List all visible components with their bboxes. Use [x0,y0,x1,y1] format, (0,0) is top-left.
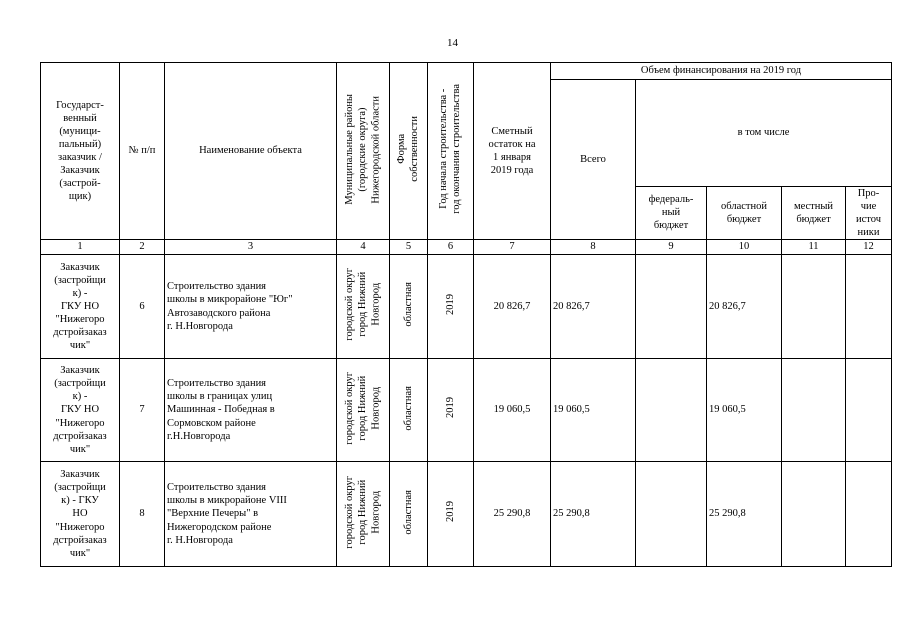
header-ownership-cell [390,63,428,240]
object-name-cell: Строительство здания школы в микрорайоне "Юг" Автозаводского района г. Н.Новгорода [165,255,337,359]
ownership-text: областная [402,282,414,327]
federal-cell [636,462,707,567]
header-regional: областной бюджет [707,186,782,240]
column-number: 3 [165,240,337,255]
estimate-cell: 25 290,8 [474,462,551,567]
column-number: 2 [120,240,165,255]
regional-cell: 20 826,7 [707,255,782,359]
ownership-text: областная [402,489,414,535]
column-number: 7 [474,240,551,255]
header-num: № п/п [120,63,165,240]
district-text: городской округ город Нижний Новгород [344,371,382,445]
row-number-cell: 6 [120,255,165,359]
column-number: 12 [846,240,892,255]
district-cell [337,255,390,359]
other-cell [846,462,892,567]
regional-cell: 19 060,5 [707,359,782,462]
total-cell: 20 826,7 [551,255,636,359]
estimate-cell: 20 826,7 [474,255,551,359]
header-federal: федераль- ный бюджет [636,186,707,240]
table-row [41,255,892,359]
local-cell [782,255,846,359]
total-cell: 25 290,8 [551,462,636,567]
table-row [41,359,892,462]
header-object-name: Наименование объекта [165,63,337,240]
total-cell: 19 060,5 [551,359,636,462]
customer-cell: Заказчик (застройщи к) - ГКУ НО "Нижегоро дстройзаказ чик" [41,462,120,567]
column-number: 10 [707,240,782,255]
header-ownership: Форма собственности [396,116,421,182]
header-including: в том числе [636,80,892,187]
column-number: 6 [428,240,474,255]
column-number: 11 [782,240,846,255]
header-customer: Государст- венный (муници- пальный) заказчик / Заказчик (застрой- щик) [41,63,120,240]
header-total: Всего [551,80,636,240]
header-local: местный бюджет [782,186,846,240]
year-text: 2019 [444,397,456,419]
federal-cell [636,359,707,462]
column-number: 8 [551,240,636,255]
ownership-cell [390,255,428,359]
page-number: 14 [447,37,458,49]
header-estimate: Сметный остаток на 1 января 2019 года [474,63,551,240]
ownership-text: областная [402,385,414,431]
year-cell [428,462,474,567]
customer-cell: Заказчик (застройщи к) - ГКУ НО "Нижегоро дстройзаказ чик" [41,255,120,359]
header-district-cell [337,63,390,240]
column-number: 4 [337,240,390,255]
row-number-cell: 8 [120,462,165,567]
column-number-row [41,240,892,255]
column-number: 9 [636,240,707,255]
local-cell [782,462,846,567]
ownership-cell [390,359,428,462]
column-number: 5 [390,240,428,255]
header-other: Про- чие источ ники [846,186,892,240]
table-row [41,462,892,567]
district-text: городской округ город Нижний Новгород [344,475,382,549]
header-financing: Объем финансирования на 2019 год [551,63,892,80]
column-number: 1 [41,240,120,255]
year-text: 2019 [444,501,456,523]
ownership-cell [390,462,428,567]
header-years-cell [428,63,474,240]
header-years: Год начала строительства - год окончания строительства [438,84,463,214]
other-cell [846,255,892,359]
object-name-cell: Строительство здания школы в границах улиц Машинная - Победная в Сормовском районе г.Н.Новгорода [165,359,337,462]
year-cell [428,359,474,462]
district-cell [337,359,390,462]
other-cell [846,359,892,462]
customer-cell: Заказчик (застройщи к) - ГКУ НО "Нижегоро дстройзаказ чик" [41,359,120,462]
row-number-cell: 7 [120,359,165,462]
year-cell [428,255,474,359]
estimate-cell: 19 060,5 [474,359,551,462]
district-cell [337,462,390,567]
header-district: Муниципальные районы (городские округа) Нижегородской области [344,93,382,205]
local-cell [782,359,846,462]
federal-cell [636,255,707,359]
year-text: 2019 [444,293,456,315]
regional-cell: 25 290,8 [707,462,782,567]
district-text: городской округ город Нижний Новгород [344,268,382,341]
object-name-cell: Строительство здания школы в микрорайоне VIII "Верхние Печеры" в Нижегородском районе г. Н.Новгорода [165,462,337,567]
financing-table [40,62,892,567]
